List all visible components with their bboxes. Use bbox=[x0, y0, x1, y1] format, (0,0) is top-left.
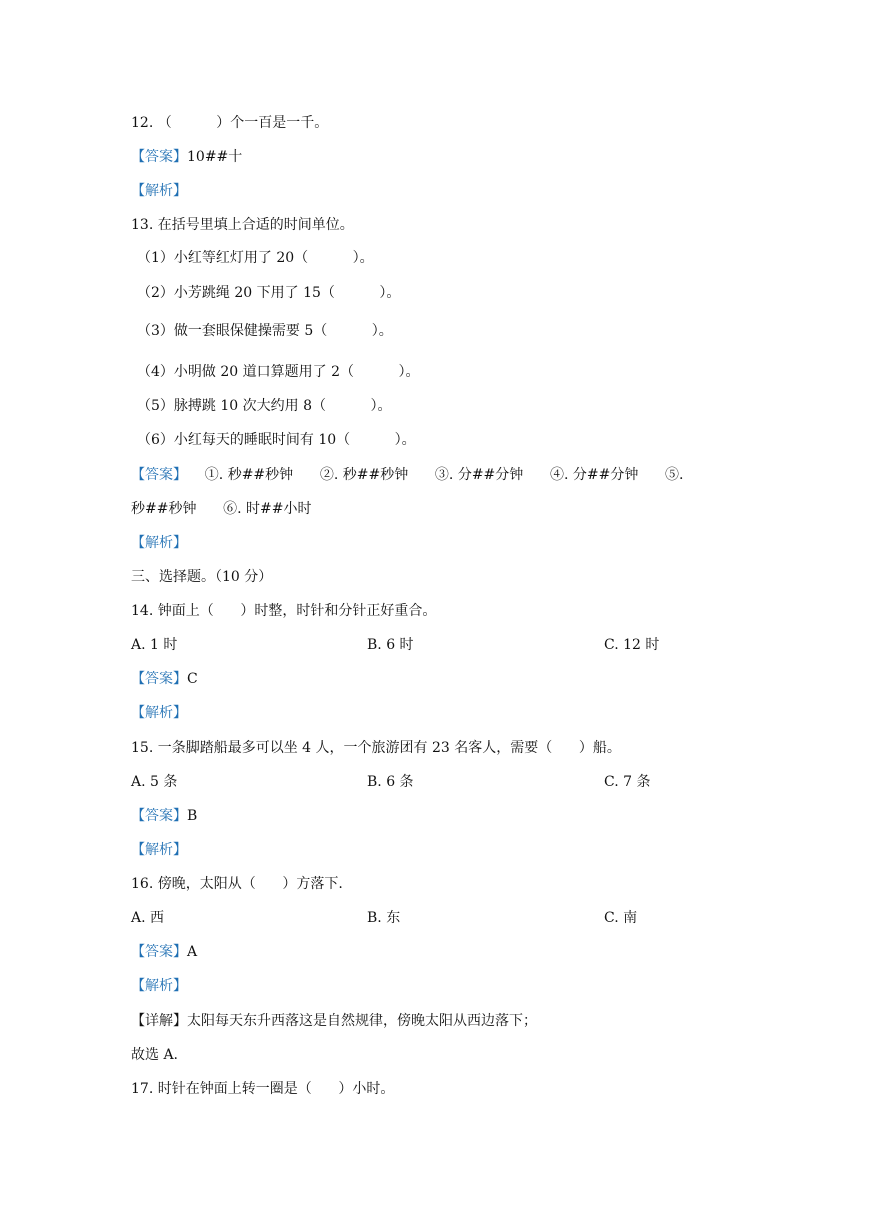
question-16-conclusion: 故选 A. bbox=[131, 1047, 179, 1063]
detail-text: 太阳每天东升西落这是自然规律，傍晚太阳从西边落下； bbox=[187, 1013, 537, 1029]
question-14-option-c: C. 12 时 bbox=[604, 637, 660, 653]
question-12-analysis-tag: 【解析】 bbox=[131, 183, 187, 199]
question-14-analysis-tag: 【解析】 bbox=[131, 705, 187, 721]
question-14-option-a: A. 1 时 bbox=[131, 637, 178, 653]
question-12-answer bbox=[131, 147, 242, 167]
question-13-item-5: （5）脉搏跳 10 次大约用 8（ ）。 bbox=[137, 398, 392, 414]
question-12-stem: 12. （ ）个一百是一千。 bbox=[131, 115, 329, 131]
question-14-stem: 14. 钟面上（ ）时整，时针和分针正好重合。 bbox=[131, 603, 437, 619]
question-16-option-b: B. 东 bbox=[367, 910, 401, 926]
question-15-analysis-tag: 【解析】 bbox=[131, 842, 187, 858]
answer-tag: 【答案】 bbox=[131, 467, 187, 483]
section-3-title: 三、选择题。（10 分） bbox=[131, 569, 273, 585]
question-13-answer-continued: 秒##秒钟 ⑥. 时##小时 bbox=[131, 501, 312, 517]
question-14-option-b: B. 6 时 bbox=[367, 637, 414, 653]
question-13-item-4: （4）小明做 20 道口算题用了 2（ ）。 bbox=[137, 364, 420, 380]
question-16-option-a: A. 西 bbox=[131, 910, 165, 926]
question-15-option-a: A. 5 条 bbox=[131, 774, 178, 790]
answer-value: 10##十 bbox=[187, 149, 243, 165]
answer-value: B bbox=[187, 808, 198, 824]
question-13-stem: 13. 在括号里填上合适的时间单位。 bbox=[131, 217, 354, 233]
answer-value: C bbox=[187, 671, 198, 687]
question-13-item-6: （6）小红每天的睡眠时间有 10（ ）。 bbox=[137, 432, 416, 448]
answer-value: ①. 秒##秒钟 ②. 秒##秒钟 ③. 分##分钟 ④. 分##分钟 ⑤. bbox=[187, 467, 684, 483]
question-15-answer bbox=[131, 806, 197, 826]
question-13-item-3: （3）做一套眼保健操需要 5（ ）。 bbox=[137, 323, 393, 339]
answer-value: A bbox=[187, 944, 198, 960]
question-13-item-2: （2）小芳跳绳 20 下用了 15（ ）。 bbox=[137, 285, 401, 301]
answer-tag: 【答案】 bbox=[131, 149, 187, 165]
question-16-option-c: C. 南 bbox=[604, 910, 638, 926]
question-13-item-1: （1）小红等红灯用了 20（ ）。 bbox=[137, 250, 374, 266]
question-16-answer bbox=[131, 942, 197, 962]
question-16-analysis-tag: 【解析】 bbox=[131, 978, 187, 994]
question-16-detail bbox=[131, 1011, 537, 1031]
question-13-answer bbox=[131, 465, 684, 485]
answer-tag: 【答案】 bbox=[131, 671, 187, 687]
question-17-stem: 17. 时针在钟面上转一圈是（ ）小时。 bbox=[131, 1081, 395, 1097]
question-14-answer bbox=[131, 669, 198, 689]
question-16-stem: 16. 傍晚，太阳从（ ）方落下. bbox=[131, 876, 343, 892]
detail-tag: 【详解】 bbox=[131, 1013, 187, 1029]
question-13-analysis-tag: 【解析】 bbox=[131, 535, 187, 551]
answer-tag: 【答案】 bbox=[131, 808, 187, 824]
question-15-option-c: C. 7 条 bbox=[604, 774, 651, 790]
question-15-option-b: B. 6 条 bbox=[367, 774, 414, 790]
question-15-stem: 15. 一条脚踏船最多可以坐 4 人，一个旅游团有 23 名客人，需要（ ）船。 bbox=[131, 740, 621, 756]
answer-tag: 【答案】 bbox=[131, 944, 187, 960]
